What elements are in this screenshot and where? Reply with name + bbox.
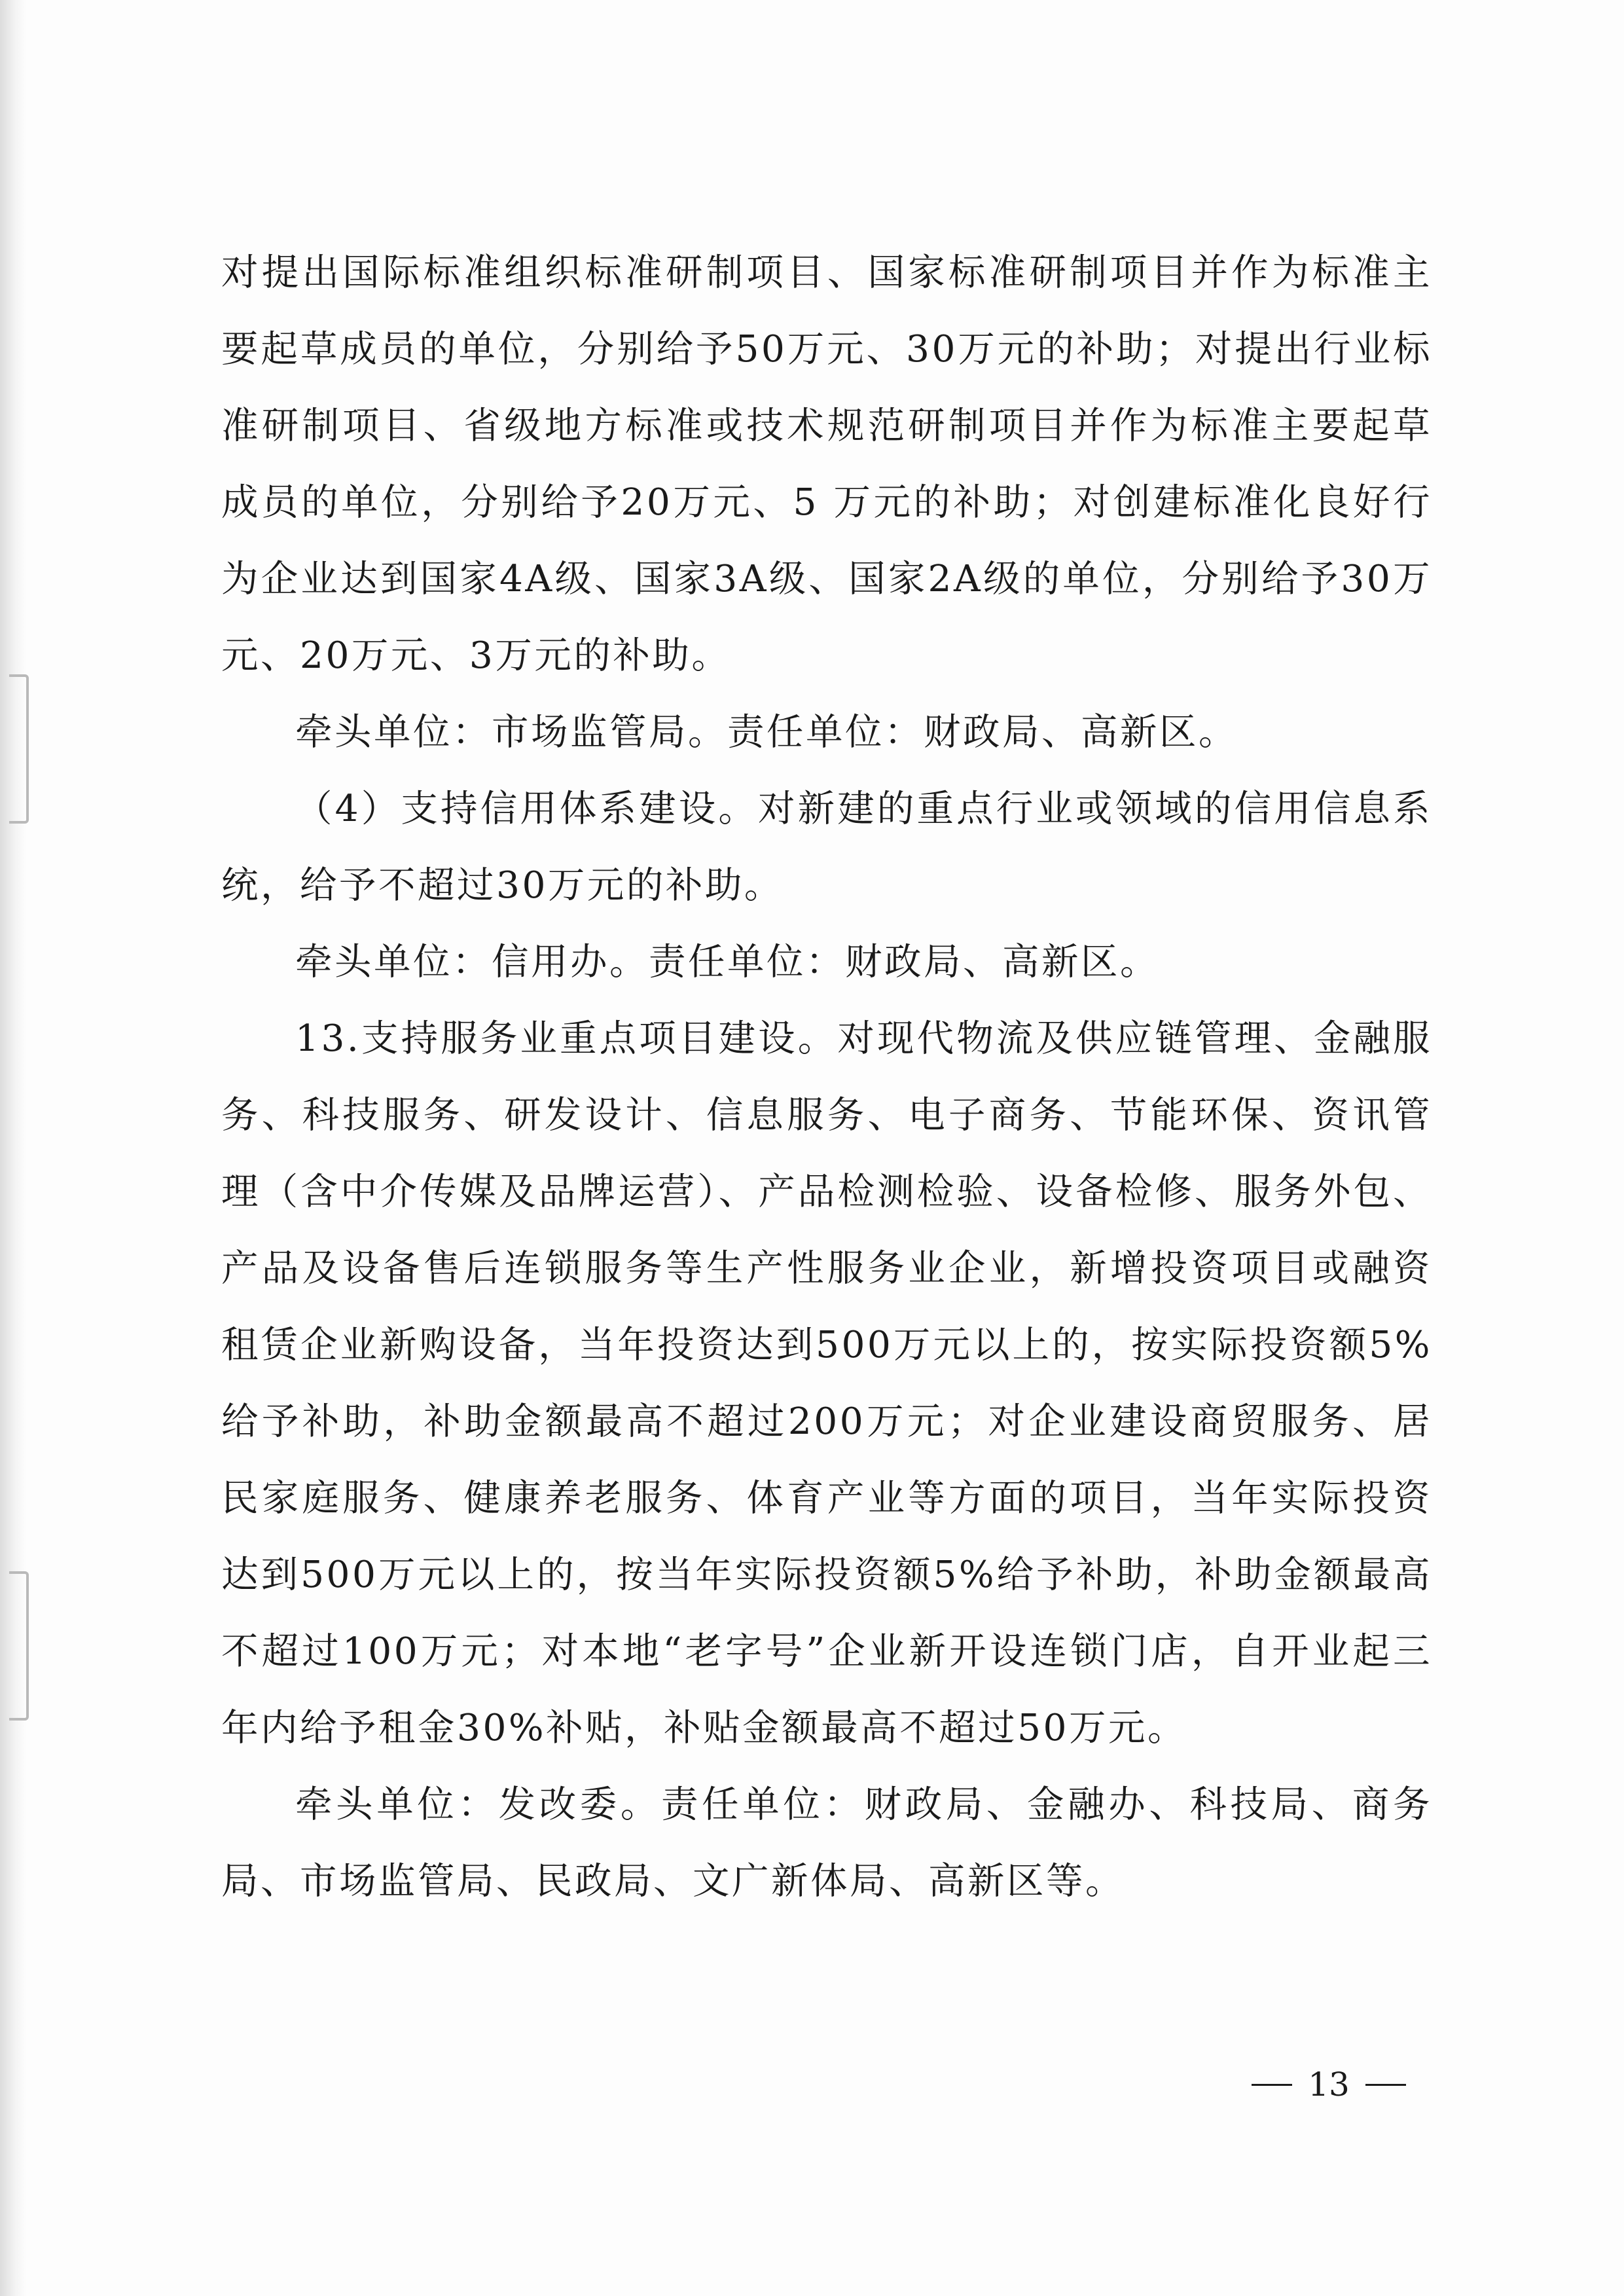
paragraph-lead-unit-ndrc: 牵头单位：发改委。责任单位：财政局、金融办、科技局、商务局、市场监管局、民政局、文广新体局、高新区等。 [221, 1783, 1432, 1903]
binding-edge [0, 0, 26, 2296]
page-number: 13 [1308, 2066, 1350, 2104]
paragraph-credit-system: （4）支持信用体系建设。对新建的重点行业或领域的信用信息系统，给予不超过30万元的补助。 [221, 788, 1432, 907]
staple-mark-top [9, 674, 29, 824]
page-number-footer [1224, 2064, 1434, 2105]
dash-left [1252, 2084, 1292, 2086]
paragraph-lead-unit-market: 牵头单位：市场监管局。责任单位：财政局、高新区。 [295, 711, 1238, 754]
paragraph-service-projects: 13.支持服务业重点项目建设。对现代物流及供应链管理、金融服务、科技服务、研发设计、信息服务、电子商务、节能环保、资讯管理（含中介传媒及品牌运营）、产品检测检验、设备检修、服务外包、产品及设备售后连锁服务等生产性服务业企业，新增投资项目或融资租赁企业新购设备，当年投资达到500万元以上的，按实际投资额5%给予补助，补助金额最高不超过200万元；对企业建设商贸服务、居民家庭服务、健康养老服务、体育产业等方面的项目，当年实际投资达到500万元以上的，按当年实际投资额5%给予补助，补助金额最高不超过100万元；对本地“老字号”企业新开设连锁门店，自开业起三年内给予租金30%补贴，补贴金额最高不超过50万元。 [221, 1017, 1432, 1749]
paragraph-lead-unit-credit: 牵头单位：信用办。责任单位：财政局、高新区。 [295, 941, 1159, 983]
dash-right [1365, 2084, 1406, 2086]
staple-mark-bottom [9, 1571, 29, 1721]
body-text [221, 234, 1432, 1920]
paragraph-standards-subsidy: 对提出国际标准组织标准研制项目、国家标准研制项目并作为标准主要起草成员的单位，分别给予50万元、30万元的补助；对提出行业标准研制项目、省级地方标准或技术规范研制项目并作为标准主要起草成员的单位，分别给予20万元、5 万元的补助；对创建标准化良好行为企业达到国家4A级、国家3A级、国家2A级的单位，分别给予30万元、20万元、3万元的补助。 [221, 251, 1432, 677]
